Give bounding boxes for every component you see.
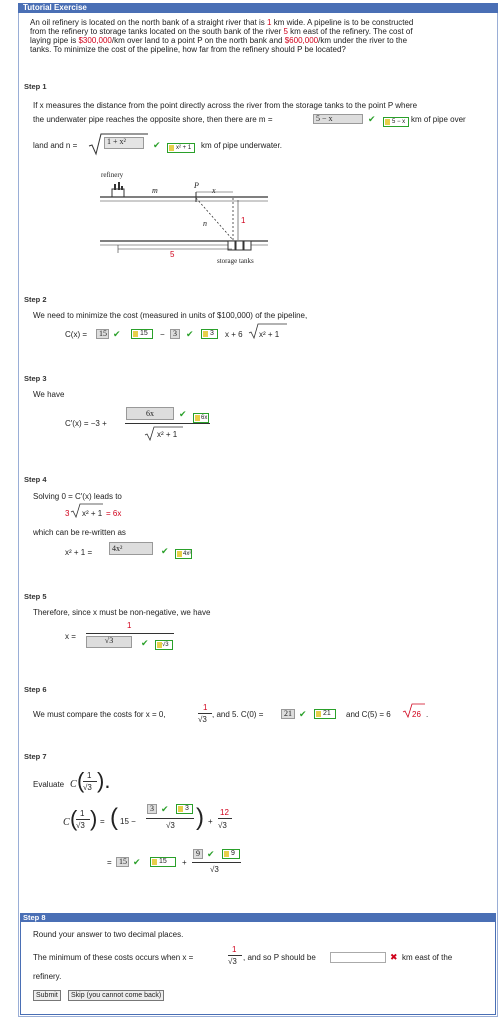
problem-line-4: tanks. To minimize the cost of the pipeline, how far from the refinery should P be located? (30, 45, 346, 54)
tank-distance: 5 (283, 27, 288, 36)
step8-text-1: Round your answer to two decimal places. (33, 930, 184, 939)
row1-num: 12 (220, 808, 229, 817)
fraction-bar (192, 862, 241, 863)
eq-rhs: = 6x (106, 509, 122, 518)
check-icon: ✔ (299, 709, 307, 719)
check-icon: ✔ (161, 546, 169, 556)
b-input[interactable]: 3 (170, 329, 180, 339)
x-lhs: x = (65, 632, 76, 641)
label-P: P (194, 181, 199, 190)
fraction-bar (198, 713, 212, 714)
step1-text-3: km of pipe over (411, 115, 466, 124)
step5-text: Therefore, since x must be non-negative, we have (33, 608, 211, 617)
b-feedback: 3 (201, 329, 218, 339)
step6-text-3: and C(5) = 6 (346, 710, 391, 719)
label-storage: storage tanks (217, 257, 254, 265)
a-feedback: 15 (131, 329, 153, 339)
row2-plus: + (182, 858, 187, 867)
step6-text-1: We must compare the costs for x = 0, (33, 710, 166, 719)
answer-input[interactable] (330, 952, 386, 963)
problem-text: from the refinery to storage tanks located on the south bank of the river (30, 27, 284, 36)
river-cost: $600,000 (284, 36, 319, 45)
step2-text: We need to minimize the cost (measured in units of $100,000) of the pipeline, (33, 311, 308, 320)
row1-den: √3 (166, 821, 175, 830)
problem-text: /km over land to a point P on the north bank and (111, 36, 285, 45)
row1-15: 15 − (120, 817, 136, 826)
paren-close: ) (90, 806, 98, 831)
row1-plus: + (208, 817, 213, 826)
rewrite-feedback: 4x² (175, 549, 192, 559)
row2-input[interactable]: 15 (116, 857, 129, 867)
step4-label: Step 4 (24, 475, 47, 484)
frac-num: 1 (203, 703, 208, 712)
row1-input[interactable]: 3 (147, 804, 157, 814)
step8-text-5: refinery. (33, 972, 62, 981)
tutorial-title: Tutorial Exercise (18, 3, 498, 13)
frac-num: 1 (232, 945, 237, 954)
row1-C: C (63, 817, 70, 828)
fraction-bar (218, 818, 232, 819)
step8-text-4: km east of the (402, 953, 453, 962)
big-paren-close: ) (196, 804, 204, 831)
derivative-lhs: C′(x) = −3 + (65, 419, 107, 428)
eq-root: x² + 1 (82, 509, 103, 518)
label-one: 1 (241, 216, 246, 225)
frac-den: √3 (76, 821, 85, 830)
cross-icon: ✖ (390, 952, 398, 962)
fraction-bar (125, 423, 210, 424)
check-icon: ✔ (161, 804, 169, 814)
land-cost: $300,000 (78, 36, 112, 45)
paren-open: ( (77, 768, 85, 793)
step5-label: Step 5 (24, 592, 47, 601)
c0-feedback: 21 (314, 709, 336, 719)
eq-coef: 3 (65, 509, 70, 518)
problem-text: km east of the refinery. The cost of (287, 27, 413, 36)
step1-text-4: land and n = (33, 141, 78, 150)
step7-label: Step 7 (24, 752, 47, 761)
x-denominator-input[interactable]: √3 (86, 636, 132, 648)
step8-text-2: The minimum of these costs occurs when x = (33, 953, 194, 962)
c0-input[interactable]: 21 (281, 709, 295, 719)
problem-text: laying pipe is (30, 36, 79, 45)
check-icon: ✔ (186, 329, 194, 339)
fraction-bar (83, 781, 97, 782)
label-x: x (212, 186, 216, 195)
rewrite-lhs: x² + 1 = (65, 548, 93, 557)
row2-feedback-2: 9 (222, 849, 240, 859)
row1-feedback: 3 (176, 804, 193, 814)
cost-fn-lhs: C(x) = (65, 330, 87, 339)
label-n: n (203, 219, 207, 228)
step2-label: Step 2 (24, 295, 47, 304)
frac-num: 1 (80, 809, 85, 818)
step3-text: We have (33, 390, 65, 399)
n-input[interactable]: 1 + x² (104, 137, 144, 149)
label-refinery: refinery (101, 171, 124, 179)
row1-den2: √3 (218, 821, 227, 830)
rewrite-input[interactable]: 4x² (109, 542, 153, 555)
denominator: x² + 1 (157, 430, 178, 439)
step8-label: Step 8 (20, 913, 496, 922)
cost-fn-tail: x + 6 (225, 330, 243, 339)
evaluate-C: C (70, 779, 77, 790)
fraction-bar (228, 955, 242, 956)
label-m: m (152, 186, 158, 195)
step1-text-2: the underwater pipe reaches the opposite shore, then there are m = (33, 115, 273, 124)
fraction-bar (146, 818, 194, 819)
frac-den: √3 (198, 715, 207, 724)
problem-text: /km under the river to the (318, 36, 408, 45)
step3-label: Step 3 (24, 374, 47, 383)
frac-den: √3 (83, 783, 92, 792)
frac-den: √3 (228, 957, 237, 966)
c5-root: 26 (412, 710, 421, 719)
step1-text-5: km of pipe underwater. (201, 141, 282, 150)
row1-eq: = (100, 817, 105, 826)
river-width: 1 (267, 18, 272, 27)
check-icon: ✔ (113, 329, 121, 339)
step6-text-4: . (426, 710, 429, 719)
problem-text: An oil refinery is located on the north bank of a straight river that is (30, 18, 268, 27)
frac-num: 1 (87, 771, 92, 780)
check-icon: ✔ (179, 409, 187, 419)
check-icon: ✔ (368, 114, 376, 124)
check-icon: ✔ (207, 849, 215, 859)
step4-text-1: Solving 0 = C′(x) leads to (33, 492, 122, 501)
x-feedback: √3 (155, 640, 173, 650)
problem-text: km wide. A pipeline is to be constructed (271, 18, 414, 27)
row2-eq: = (107, 858, 112, 867)
row2-input-2[interactable]: 9 (193, 849, 203, 859)
step8-text-3: , and so P should be (243, 953, 316, 962)
fraction-bar (76, 819, 90, 820)
step1-text-1: If x measures the distance from the point directly across the river from the storage tanks to the point P where (33, 101, 418, 110)
step6-text-2: , and 5. C(0) = (212, 710, 264, 719)
a-input[interactable]: 15 (96, 329, 109, 339)
check-icon: ✔ (141, 638, 149, 648)
row2-feedback: 15 (150, 857, 176, 867)
m-input[interactable]: 5 − x (313, 114, 363, 124)
n-feedback: x² + 1 (167, 143, 195, 153)
step1-label: Step 1 (24, 82, 47, 91)
minus-sign: − (160, 330, 165, 339)
m-feedback: 5 − x (383, 117, 409, 127)
label-five: 5 (170, 250, 175, 259)
paren-open: ( (70, 806, 78, 831)
numerator-feedback: 6x (193, 413, 209, 423)
check-icon: ✔ (133, 857, 141, 867)
evaluate-text: Evaluate (33, 780, 65, 789)
paren-close: ). (97, 768, 111, 793)
submit-button[interactable]: Submit (33, 990, 61, 1001)
check-icon: ✔ (153, 140, 161, 150)
row2-den: √3 (210, 865, 219, 874)
big-paren-open: ( (110, 804, 118, 831)
numerator-input[interactable]: 6x (126, 407, 174, 420)
fraction-bar (86, 633, 174, 634)
step6-label: Step 6 (24, 685, 47, 694)
x-numerator: 1 (127, 621, 132, 630)
step4-text-2: which can be re-written as (33, 528, 126, 537)
skip-button[interactable]: Skip (you cannot come back) (68, 990, 164, 1001)
cost-fn-root: x² + 1 (259, 330, 280, 339)
